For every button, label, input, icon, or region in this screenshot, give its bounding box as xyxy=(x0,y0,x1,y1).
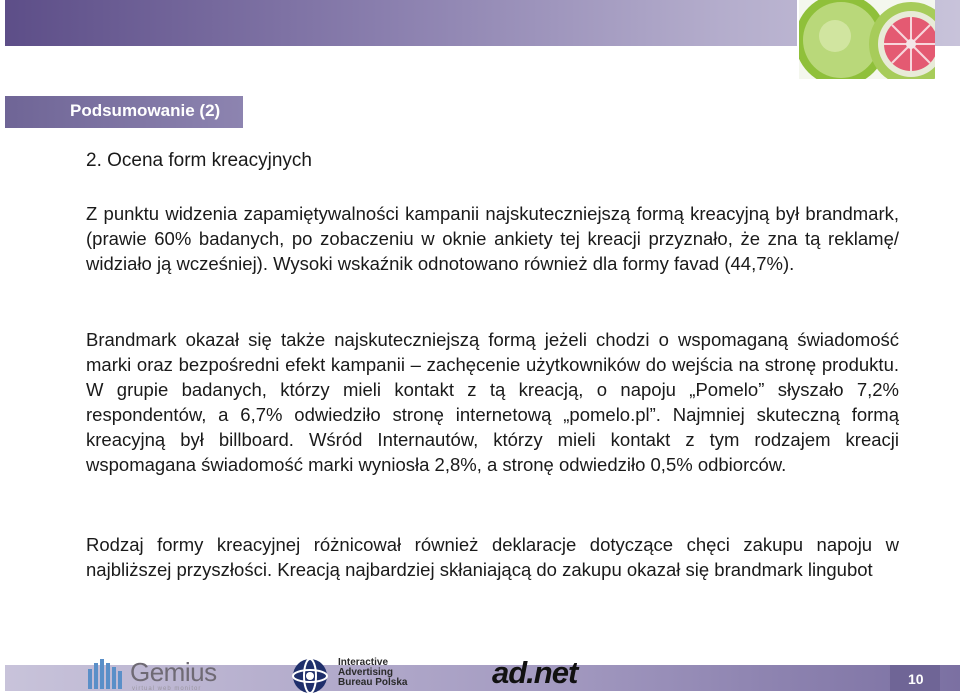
gemius-logo-tagline: virtual web monitor xyxy=(132,686,202,692)
iab-line-1: Interactive xyxy=(338,657,389,668)
iab-globe-icon xyxy=(288,657,332,695)
paragraph-purchase-intent: Rodzaj formy kreacyjnej różnicował również deklaracje dotyczące chęci zakupu napoju w najbliższej przyszłości. Kreacją najbardziej skłaniającą do zakupu okazał się brandmark lingubot xyxy=(86,534,899,580)
paragraph-recall: Z punktu widzenia zapamiętywalności kampanii najskuteczniejszą formą kreacyjną był brandmark, (prawie 60% badanych, po zobaczeniu w oknie ankiety tej kreacji przyznało, że zna tą reklamę/ widziało ją wcześniej). Wysoki wskaźnik odnotowano również dla formy favad (44,7%). xyxy=(86,203,899,274)
pomelo-fruit-image xyxy=(797,0,935,79)
iab-logo-text xyxy=(338,658,407,688)
iab-line-2: Advertising xyxy=(338,667,394,678)
iab-logo xyxy=(288,657,438,695)
iab-line-3: Bureau Polska xyxy=(338,677,408,688)
slide-title: Podsumowanie (2) xyxy=(70,101,221,120)
paragraph-brand-awareness: Brandmark okazał się także najskuteczniejszą formą jeżeli chodzi o wspomaganą świadomość marki oraz bezpośredni efekt kampanii – zachęcenie użytkowników do wejścia na stronę produktu. W grupie badanych, którzy mieli kontakt z tą kreacją, o napoju „Pomelo” słyszało 7,2% respondentów, a 6,7% odwiedziło stronę internetową „pomelo.pl”. Najmniej skuteczną formą kreacyjną był billboard. Wśród Internautów, którzy mieli kontakt z tym rodzajem kreacji wspomagana świadomość marki wyniosła 2,8%, a stronę odwiedziło 0,5% odbiorców. xyxy=(86,329,899,475)
gemius-bars-icon xyxy=(86,657,128,693)
section-heading: 2. Ocena form kreacyjnych xyxy=(86,150,312,171)
adnet-logo-text: ad.net xyxy=(492,655,578,690)
adnet-logo xyxy=(492,655,602,695)
gemius-logo xyxy=(86,655,236,695)
gemius-logo-text: Gemius xyxy=(130,657,217,687)
page-number: 10 xyxy=(908,671,924,687)
pomelo-fruit-icon xyxy=(799,0,935,79)
